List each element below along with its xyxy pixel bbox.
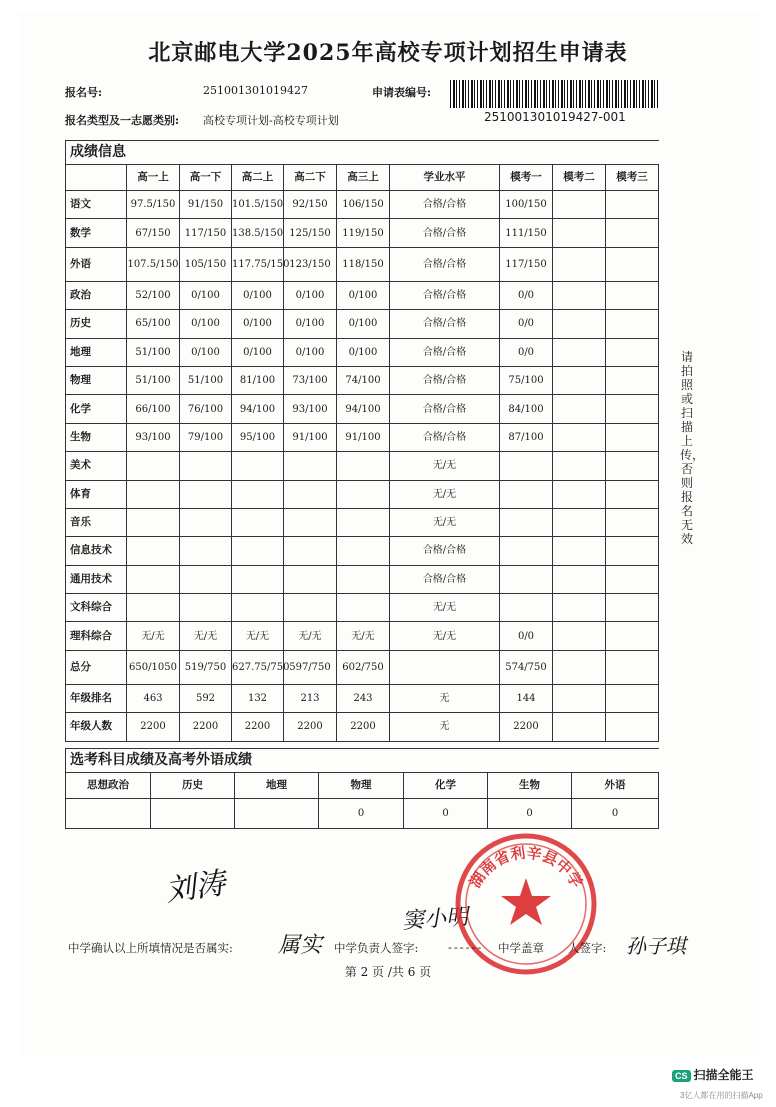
score-cell xyxy=(232,508,284,536)
score-cell: 106/150 xyxy=(337,191,390,219)
score-cell: 2200 xyxy=(284,713,337,741)
application-barcode xyxy=(450,80,660,108)
score-cell xyxy=(180,508,232,536)
score-cell: 111/150 xyxy=(500,219,553,247)
subject-score xyxy=(235,799,319,829)
score-cell xyxy=(232,594,284,622)
score-cell: 574/750 xyxy=(500,650,553,684)
score-cell: 合格/合格 xyxy=(390,338,500,366)
application-number-value: 251001301019427-001 xyxy=(484,110,626,124)
score-cell: 67/150 xyxy=(127,219,180,247)
score-cell xyxy=(127,565,180,593)
column-header: 高一下 xyxy=(180,165,232,191)
score-cell: 2200 xyxy=(337,713,390,741)
score-cell xyxy=(284,565,337,593)
score-cell: 0/100 xyxy=(180,281,232,309)
score-cell: 无 xyxy=(390,684,500,712)
score-cell xyxy=(127,508,180,536)
score-cell: 0/100 xyxy=(180,338,232,366)
stamp-text: 湖南省利辛县中学 xyxy=(466,843,586,891)
score-cell: 52/100 xyxy=(127,281,180,309)
score-cell: 2200 xyxy=(500,713,553,741)
score-cell: 73/100 xyxy=(284,366,337,394)
score-cell: 无/无 xyxy=(127,622,180,650)
score-cell xyxy=(606,508,659,536)
score-cell: 合格/合格 xyxy=(390,310,500,338)
row-label: 理科综合 xyxy=(66,622,127,650)
column-header: 学业水平 xyxy=(390,165,500,191)
score-cell: 0/100 xyxy=(284,338,337,366)
score-cell: 合格/合格 xyxy=(390,395,500,423)
score-cell xyxy=(337,594,390,622)
score-cell: 51/100 xyxy=(127,366,180,394)
row-label: 历史 xyxy=(66,310,127,338)
score-cell xyxy=(553,395,606,423)
elective-subjects-table xyxy=(65,748,659,829)
column-header: 模考二 xyxy=(553,165,606,191)
score-cell: 213 xyxy=(284,684,337,712)
subject-score: 0 xyxy=(319,799,404,829)
score-cell: 0/0 xyxy=(500,338,553,366)
score-cell xyxy=(232,565,284,593)
score-cell xyxy=(606,452,659,480)
score-cell: 75/100 xyxy=(500,366,553,394)
score-cell: 66/100 xyxy=(127,395,180,423)
row-label: 化学 xyxy=(66,395,127,423)
score-cell: 合格/合格 xyxy=(390,366,500,394)
score-cell: 合格/合格 xyxy=(390,191,500,219)
score-cell xyxy=(500,452,553,480)
score-cell: 92/150 xyxy=(284,191,337,219)
score-cell: 0/100 xyxy=(232,338,284,366)
handwritten-handler-signature: 孙子琪 xyxy=(626,934,686,958)
score-cell xyxy=(553,684,606,712)
scores-table xyxy=(65,140,659,742)
score-cell: 51/100 xyxy=(180,366,232,394)
cs-badge: CS xyxy=(672,1070,691,1082)
score-cell: 118/150 xyxy=(337,247,390,281)
subject-score xyxy=(66,799,151,829)
score-cell: 2200 xyxy=(232,713,284,741)
subjects-value-row xyxy=(66,799,659,829)
score-cell: 0/100 xyxy=(337,338,390,366)
subject-score xyxy=(151,799,235,829)
score-cell xyxy=(606,310,659,338)
score-cell: 无/无 xyxy=(390,452,500,480)
score-cell: 合格/合格 xyxy=(390,247,500,281)
score-cell: 650/1050 xyxy=(127,650,180,684)
score-cell: 0/0 xyxy=(500,622,553,650)
handler-signature-label: 人签字: xyxy=(568,941,607,955)
handwritten-signature-middle: 窦小明 xyxy=(401,904,469,935)
score-cell: 无/无 xyxy=(180,622,232,650)
score-cell xyxy=(606,338,659,366)
score-cell: 101.5/150 xyxy=(232,191,284,219)
score-cell xyxy=(553,338,606,366)
row-label: 美术 xyxy=(66,452,127,480)
score-cell: 117/150 xyxy=(180,219,232,247)
score-cell xyxy=(127,594,180,622)
score-row xyxy=(66,684,659,712)
score-cell: 51/100 xyxy=(127,338,180,366)
score-cell xyxy=(337,480,390,508)
application-type-value: 高校专项计划-高校专项计划 xyxy=(203,114,339,127)
score-cell: 91/100 xyxy=(337,423,390,451)
score-cell xyxy=(553,452,606,480)
score-cell: 627.75/750 xyxy=(232,650,284,684)
score-cell xyxy=(606,366,659,394)
score-cell: 0/0 xyxy=(500,281,553,309)
score-cell xyxy=(606,684,659,712)
principal-signature-label: 中学负责人签字: xyxy=(334,941,419,955)
score-cell: 0/100 xyxy=(180,310,232,338)
score-cell: 无/无 xyxy=(337,622,390,650)
row-label: 地理 xyxy=(66,338,127,366)
score-row xyxy=(66,622,659,650)
score-cell: 0/100 xyxy=(284,310,337,338)
application-type-label: 报名类型及一志愿类别: xyxy=(65,114,180,127)
row-label: 生物 xyxy=(66,423,127,451)
score-cell xyxy=(606,423,659,451)
score-cell: 87/100 xyxy=(500,423,553,451)
score-cell xyxy=(337,537,390,565)
score-cell: 91/150 xyxy=(180,191,232,219)
row-label: 外语 xyxy=(66,247,127,281)
score-row xyxy=(66,247,659,281)
score-row xyxy=(66,219,659,247)
score-row xyxy=(66,366,659,394)
application-number-label: 申请表编号: xyxy=(372,86,432,99)
header-corner xyxy=(66,165,127,191)
score-cell: 105/150 xyxy=(180,247,232,281)
score-cell xyxy=(606,622,659,650)
score-cell xyxy=(390,650,500,684)
row-label: 信息技术 xyxy=(66,537,127,565)
score-cell xyxy=(606,565,659,593)
score-cell: 0/100 xyxy=(284,281,337,309)
column-header: 高三上 xyxy=(337,165,390,191)
score-cell: 84/100 xyxy=(500,395,553,423)
subject-header: 历史 xyxy=(151,773,235,799)
subject-header: 外语 xyxy=(572,773,659,799)
row-label: 年级人数 xyxy=(66,713,127,741)
score-cell xyxy=(606,191,659,219)
score-cell xyxy=(127,537,180,565)
score-cell: 107.5/150 xyxy=(127,247,180,281)
score-cell xyxy=(180,537,232,565)
score-cell xyxy=(553,366,606,394)
score-cell: 2200 xyxy=(180,713,232,741)
score-cell: 592 xyxy=(180,684,232,712)
score-cell xyxy=(337,452,390,480)
score-cell: 无/无 xyxy=(390,480,500,508)
score-cell xyxy=(232,537,284,565)
score-cell: 无 xyxy=(390,713,500,741)
score-row xyxy=(66,565,659,593)
score-cell xyxy=(127,480,180,508)
subject-score: 0 xyxy=(404,799,488,829)
score-cell xyxy=(606,537,659,565)
score-cell: 144 xyxy=(500,684,553,712)
score-row xyxy=(66,508,659,536)
score-cell: 100/150 xyxy=(500,191,553,219)
score-cell: 95/100 xyxy=(232,423,284,451)
row-label: 音乐 xyxy=(66,508,127,536)
column-header: 高二上 xyxy=(232,165,284,191)
score-cell: 无/无 xyxy=(232,622,284,650)
subject-score: 0 xyxy=(572,799,659,829)
score-row xyxy=(66,537,659,565)
score-cell: 无/无 xyxy=(284,622,337,650)
score-row xyxy=(66,281,659,309)
registration-number-value: 251001301019427 xyxy=(203,84,308,97)
score-cell xyxy=(180,452,232,480)
score-cell: 无/无 xyxy=(390,622,500,650)
subject-header: 化学 xyxy=(404,773,488,799)
row-label: 物理 xyxy=(66,366,127,394)
score-cell: 117/150 xyxy=(500,247,553,281)
row-label: 政治 xyxy=(66,281,127,309)
score-cell xyxy=(606,395,659,423)
score-cell: 93/100 xyxy=(127,423,180,451)
score-row xyxy=(66,650,659,684)
subjects-section-row xyxy=(66,749,659,773)
score-cell xyxy=(500,480,553,508)
score-cell xyxy=(284,508,337,536)
score-cell xyxy=(606,281,659,309)
seal-label: 中学盖章 xyxy=(498,941,544,955)
score-cell xyxy=(500,537,553,565)
score-cell: 无/无 xyxy=(390,508,500,536)
score-cell: 合格/合格 xyxy=(390,219,500,247)
score-cell: 602/750 xyxy=(337,650,390,684)
score-cell xyxy=(553,594,606,622)
score-cell: 65/100 xyxy=(127,310,180,338)
row-label: 体育 xyxy=(66,480,127,508)
handwritten-confirm: 属实 xyxy=(278,933,323,958)
score-cell: 519/750 xyxy=(180,650,232,684)
score-cell xyxy=(606,480,659,508)
confirm-question: 中学确认以上所填情况是否属实: xyxy=(68,941,233,955)
subject-score: 0 xyxy=(488,799,572,829)
score-cell xyxy=(284,594,337,622)
score-cell xyxy=(284,537,337,565)
score-cell: 79/100 xyxy=(180,423,232,451)
score-cell xyxy=(500,508,553,536)
score-cell xyxy=(606,247,659,281)
side-upload-note: 请拍照或扫描上传，否则报名无效 xyxy=(680,350,705,546)
page-number: 第 2 页 /共 6 页 xyxy=(344,965,432,979)
score-cell xyxy=(553,650,606,684)
score-cell: 93/100 xyxy=(284,395,337,423)
scores-header-row xyxy=(66,165,659,191)
score-row xyxy=(66,713,659,741)
score-cell: 132 xyxy=(232,684,284,712)
score-cell: 94/100 xyxy=(232,395,284,423)
score-row xyxy=(66,594,659,622)
score-cell: 119/150 xyxy=(337,219,390,247)
score-cell xyxy=(284,480,337,508)
score-row xyxy=(66,452,659,480)
score-cell: 无/无 xyxy=(390,594,500,622)
row-label: 数学 xyxy=(66,219,127,247)
score-cell: 597/750 xyxy=(284,650,337,684)
scanner-app-logo xyxy=(672,1066,754,1083)
score-cell: 243 xyxy=(337,684,390,712)
score-cell: 81/100 xyxy=(232,366,284,394)
score-cell xyxy=(284,452,337,480)
signature-dash: ------ xyxy=(448,940,484,954)
score-cell: 0/100 xyxy=(232,281,284,309)
score-cell: 2200 xyxy=(127,713,180,741)
scanner-app-tagline: 3亿人都在用的扫描App xyxy=(680,1091,763,1100)
score-cell: 0/100 xyxy=(337,281,390,309)
score-cell xyxy=(232,452,284,480)
score-cell xyxy=(553,247,606,281)
score-row xyxy=(66,423,659,451)
score-cell: 138.5/150 xyxy=(232,219,284,247)
score-cell xyxy=(180,594,232,622)
scores-section-title: 成绩信息 xyxy=(66,141,659,165)
handwritten-signature-top: 刘涛 xyxy=(163,865,228,909)
score-cell: 94/100 xyxy=(337,395,390,423)
score-cell: 合格/合格 xyxy=(390,281,500,309)
score-row xyxy=(66,395,659,423)
subject-header: 思想政治 xyxy=(66,773,151,799)
subject-header: 地理 xyxy=(235,773,319,799)
score-cell: 0/0 xyxy=(500,310,553,338)
score-cell: 91/100 xyxy=(284,423,337,451)
score-cell xyxy=(606,650,659,684)
scores-section-row xyxy=(66,141,659,165)
row-label: 总分 xyxy=(66,650,127,684)
column-header: 模考三 xyxy=(606,165,659,191)
score-cell xyxy=(553,219,606,247)
score-cell: 76/100 xyxy=(180,395,232,423)
score-cell xyxy=(553,281,606,309)
score-cell xyxy=(500,594,553,622)
row-label: 年级排名 xyxy=(66,684,127,712)
score-cell: 0/100 xyxy=(337,310,390,338)
score-cell xyxy=(553,713,606,741)
subjects-section-title: 选考科目成绩及高考外语成绩 xyxy=(66,749,659,773)
score-cell xyxy=(500,565,553,593)
score-row xyxy=(66,310,659,338)
column-header: 高二下 xyxy=(284,165,337,191)
row-label: 文科综合 xyxy=(66,594,127,622)
score-cell: 463 xyxy=(127,684,180,712)
score-cell xyxy=(553,622,606,650)
score-cell: 123/150 xyxy=(284,247,337,281)
score-row xyxy=(66,191,659,219)
row-label: 通用技术 xyxy=(66,565,127,593)
score-cell xyxy=(606,594,659,622)
score-cell: 合格/合格 xyxy=(390,565,500,593)
score-cell xyxy=(232,480,284,508)
score-cell xyxy=(337,565,390,593)
subject-header: 物理 xyxy=(319,773,404,799)
score-cell xyxy=(553,310,606,338)
score-cell: 合格/合格 xyxy=(390,423,500,451)
row-label: 语文 xyxy=(66,191,127,219)
score-cell xyxy=(553,191,606,219)
form-title: 北京邮电大学2025年高校专项计划招生申请表 xyxy=(148,40,628,66)
subject-header: 生物 xyxy=(488,773,572,799)
registration-number-label: 报名号: xyxy=(65,86,103,99)
score-cell xyxy=(180,480,232,508)
column-header: 高一上 xyxy=(127,165,180,191)
score-cell xyxy=(337,508,390,536)
score-cell xyxy=(180,565,232,593)
score-cell xyxy=(606,219,659,247)
score-cell xyxy=(553,508,606,536)
score-cell: 125/150 xyxy=(284,219,337,247)
score-cell xyxy=(553,423,606,451)
score-cell xyxy=(553,565,606,593)
score-cell xyxy=(127,452,180,480)
scanner-app-name: 扫描全能王 xyxy=(693,1068,754,1082)
score-cell: 0/100 xyxy=(232,310,284,338)
score-row xyxy=(66,480,659,508)
column-header: 模考一 xyxy=(500,165,553,191)
subjects-header-row xyxy=(66,773,659,799)
score-row xyxy=(66,338,659,366)
score-cell xyxy=(606,713,659,741)
score-cell: 117.75/150 xyxy=(232,247,284,281)
score-cell: 74/100 xyxy=(337,366,390,394)
score-cell xyxy=(553,537,606,565)
score-cell: 97.5/150 xyxy=(127,191,180,219)
score-cell xyxy=(553,480,606,508)
score-cell: 合格/合格 xyxy=(390,537,500,565)
